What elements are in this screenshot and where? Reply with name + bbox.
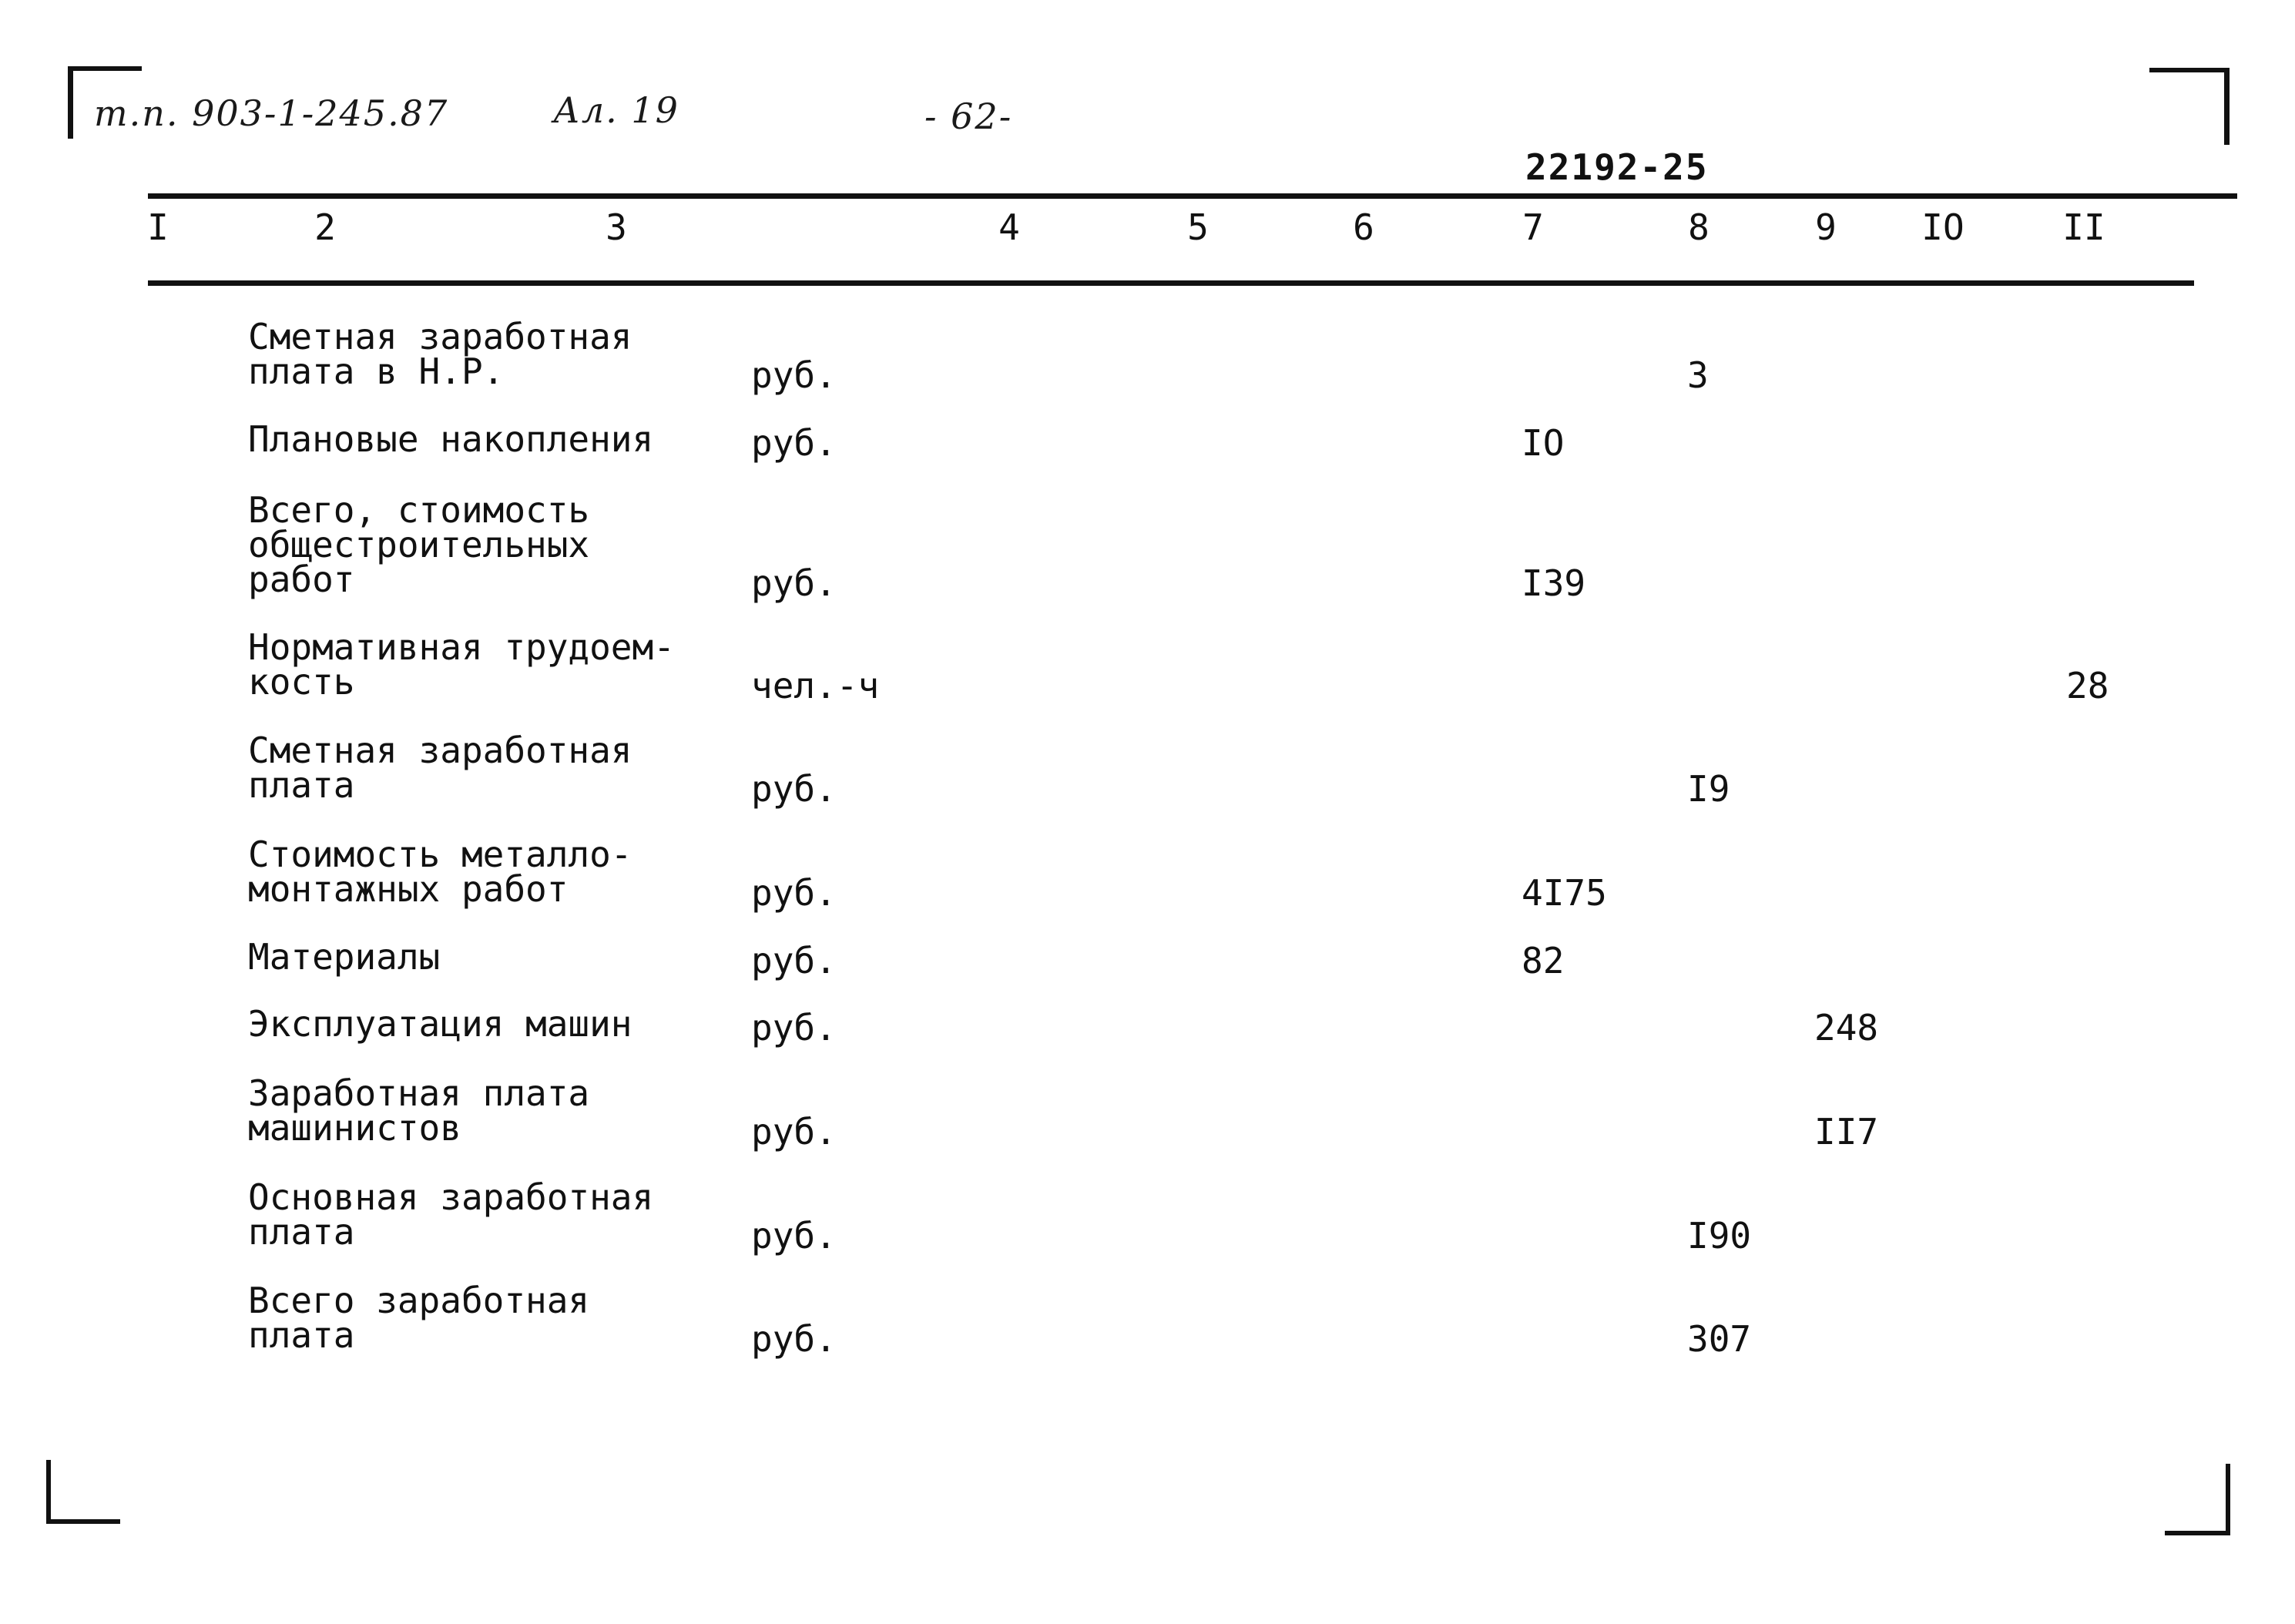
row-description: Плановые накопления	[248, 418, 654, 460]
column-number-6: 6	[1353, 206, 1374, 248]
column-number-11: II	[2062, 206, 2105, 248]
column-number-4: 4	[998, 206, 1020, 248]
table-header-rule	[148, 280, 2194, 286]
row-description: Основная заработная плата	[248, 1176, 654, 1253]
row-unit: руб.	[751, 422, 837, 464]
corner-mark-bottom-left	[46, 1460, 51, 1523]
row-value: IO	[1522, 422, 1565, 464]
column-number-8: 8	[1688, 206, 1710, 248]
row-value: 82	[1522, 940, 1565, 981]
column-number-5: 5	[1187, 206, 1209, 248]
column-number-7: 7	[1522, 206, 1544, 248]
corner-mark-bottom-left-h	[46, 1519, 120, 1524]
row-description: Эксплуатация машин	[248, 1003, 632, 1045]
row-value: II7	[1814, 1111, 1879, 1153]
row-value: 307	[1687, 1318, 1752, 1360]
document-reference: т.п. 903-1-245.87	[94, 92, 449, 134]
corner-mark-top-left	[68, 66, 73, 139]
row-description: Всего, стоимость общестроительных работ	[248, 489, 590, 600]
corner-mark-bottom-right-v	[2226, 1464, 2230, 1535]
inventory-number: 22192-25	[1525, 146, 1709, 188]
row-description: Материалы	[248, 936, 441, 978]
row-value: 28	[2066, 665, 2109, 706]
column-number-9: 9	[1815, 206, 1837, 248]
row-value: I39	[1522, 562, 1586, 604]
corner-mark-top-left-h	[68, 66, 142, 71]
column-number-2: 2	[314, 206, 336, 248]
row-unit: руб.	[751, 768, 837, 810]
row-unit: руб.	[751, 354, 837, 396]
row-unit: руб.	[751, 1318, 837, 1360]
row-description: Сметная заработная плата	[248, 730, 632, 806]
row-value: 4I75	[1522, 872, 1607, 914]
row-description: Всего заработная плата	[248, 1280, 590, 1356]
row-unit: чел.-ч	[751, 665, 880, 706]
row-description: Стоимость металло- монтажных работ	[248, 834, 632, 910]
corner-mark-top-right-v	[2224, 68, 2230, 145]
row-unit: руб.	[751, 1215, 837, 1257]
sheet-number: Ал. 19	[553, 89, 679, 131]
page-number: - 62-	[924, 96, 1013, 137]
row-value: 3	[1687, 354, 1709, 396]
row-value: I9	[1687, 768, 1730, 810]
row-value: I90	[1687, 1215, 1752, 1257]
column-number-10: IO	[1921, 206, 1965, 248]
corner-mark-bottom-right	[2165, 1531, 2230, 1535]
row-unit: руб.	[751, 562, 837, 604]
column-number-1: I	[147, 206, 169, 248]
row-unit: руб.	[751, 940, 837, 981]
row-unit: руб.	[751, 1111, 837, 1153]
row-description: Заработная плата машинистов	[248, 1072, 590, 1149]
table-top-rule	[148, 193, 2237, 199]
row-unit: руб.	[751, 872, 837, 914]
row-unit: руб.	[751, 1007, 837, 1049]
row-value: 248	[1814, 1007, 1879, 1049]
column-number-3: 3	[606, 206, 627, 248]
row-description: Сметная заработная плата в Н.Р.	[248, 316, 632, 392]
row-description: Нормативная трудоем- кость	[248, 626, 675, 703]
corner-mark-top-right	[2149, 68, 2230, 72]
